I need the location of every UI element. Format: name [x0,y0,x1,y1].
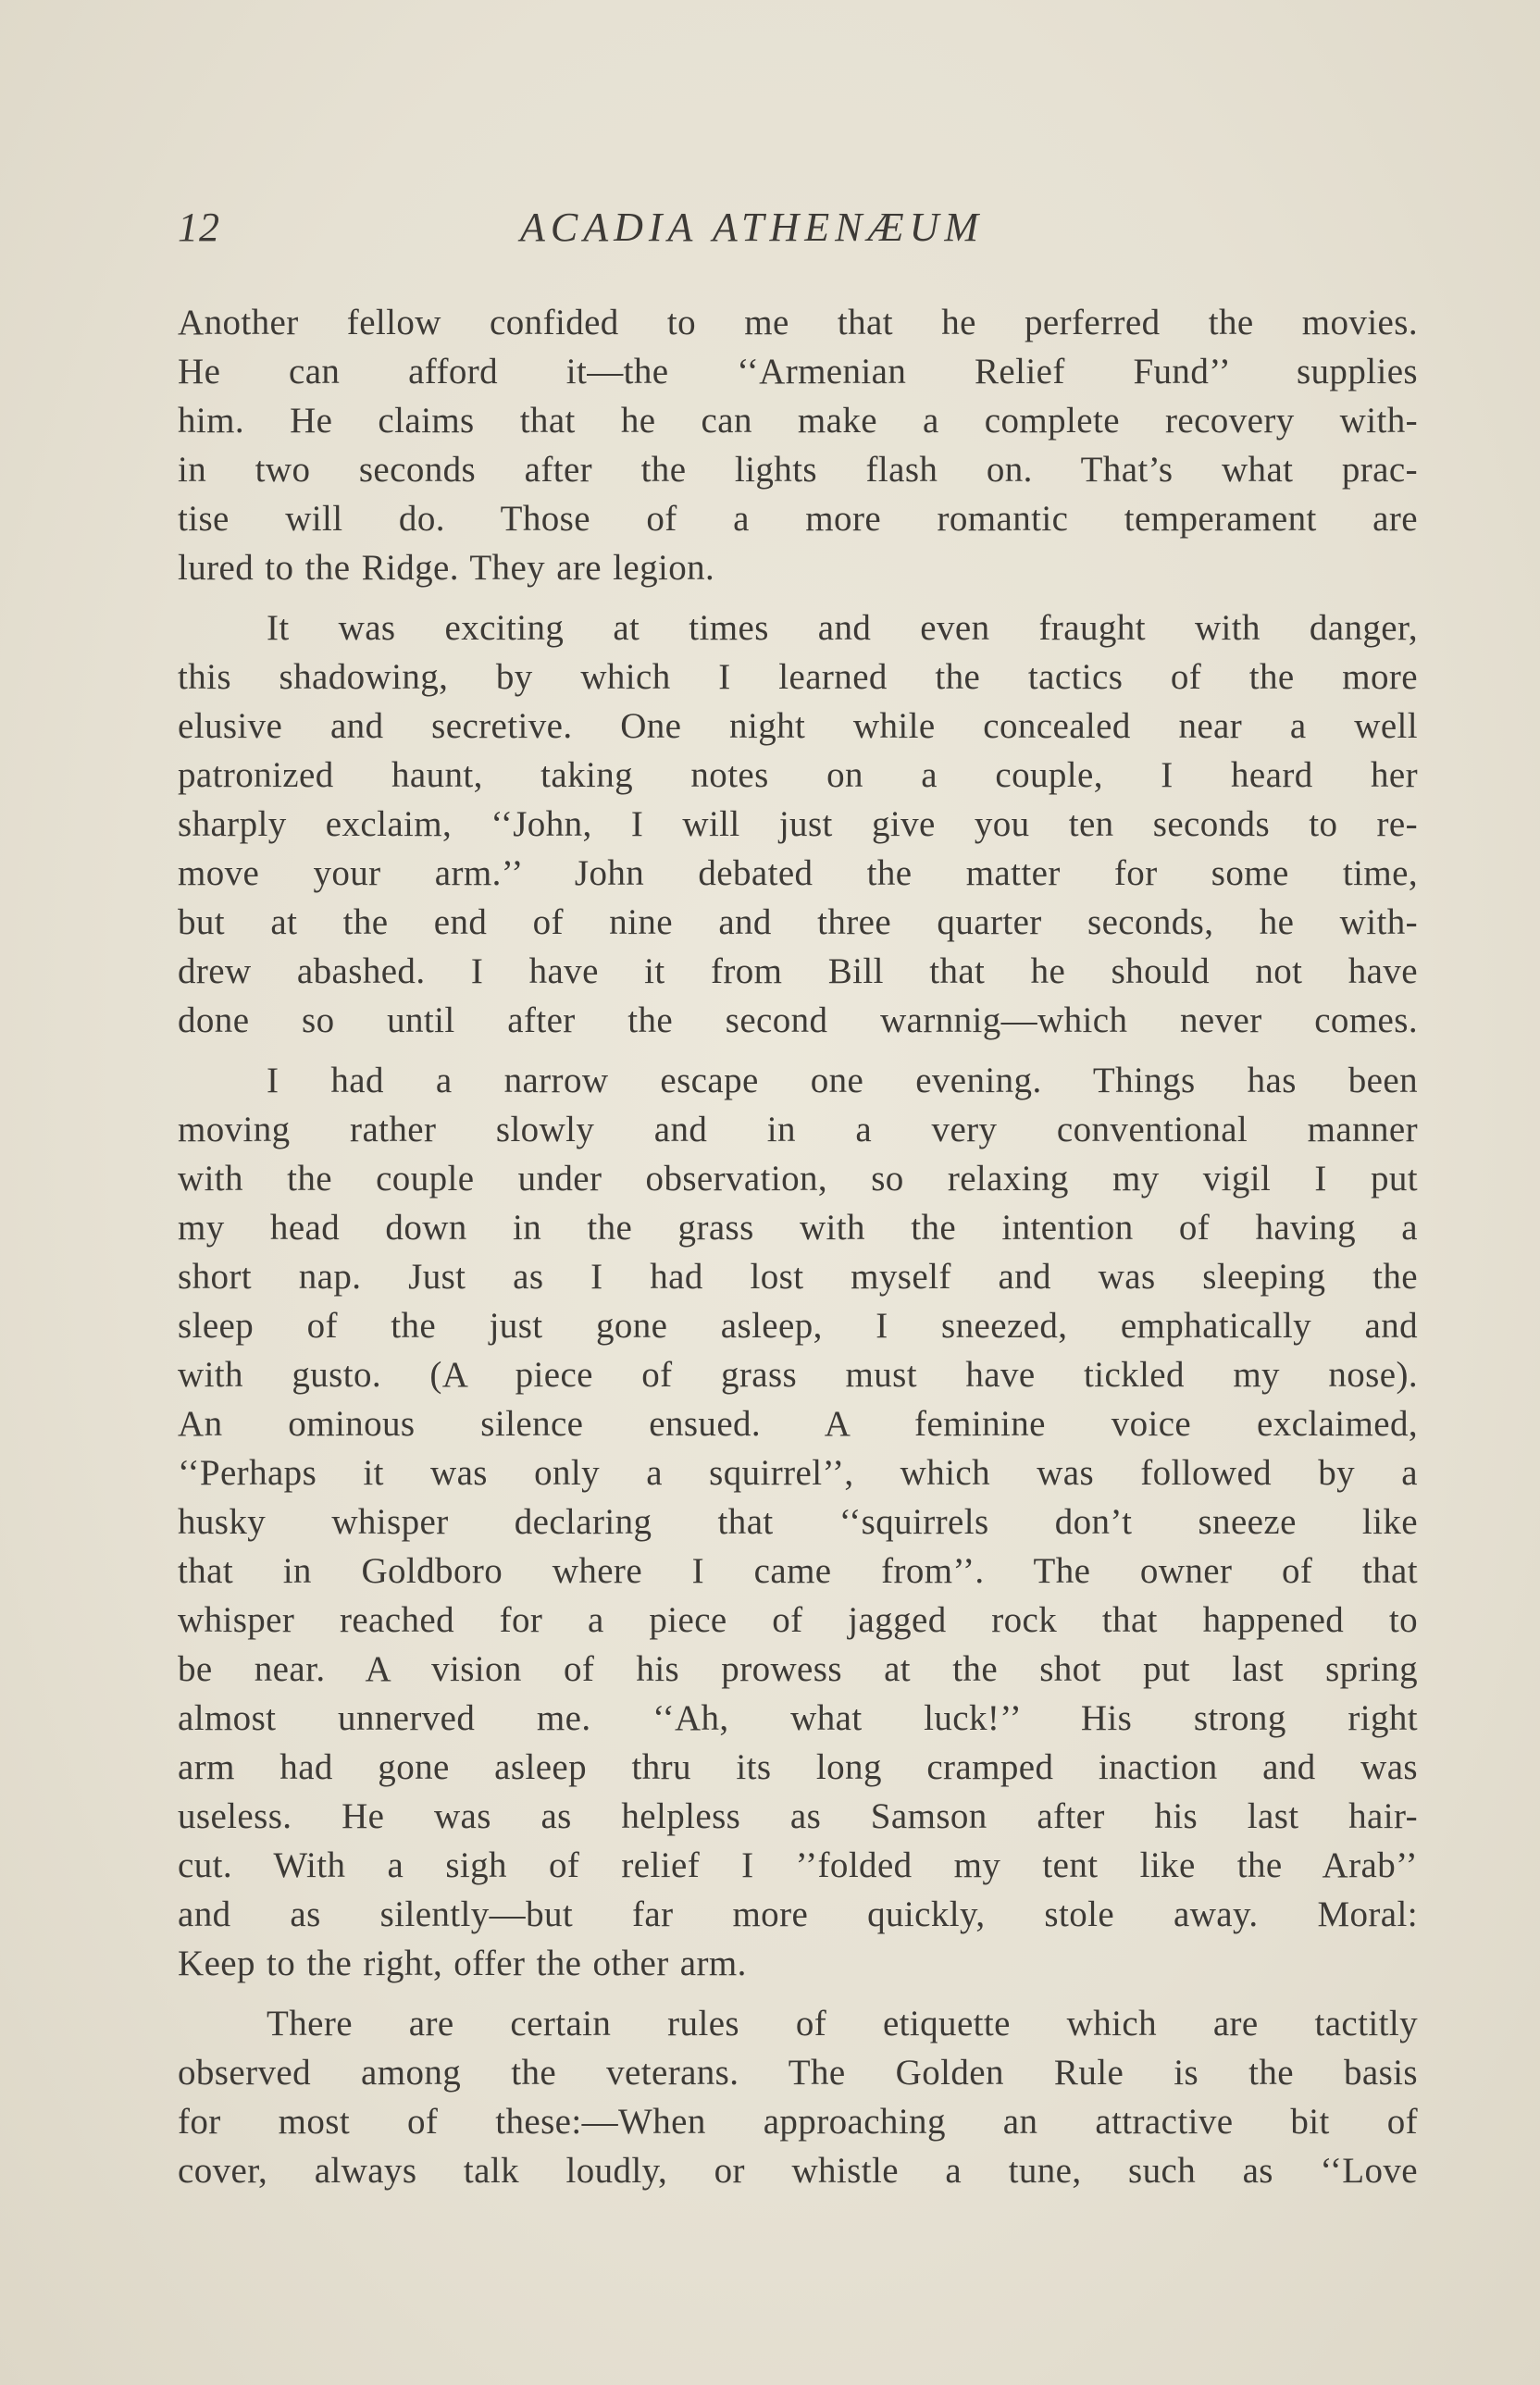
text-line: with gusto. (A piece of grass must have tickled my nose). [178,1355,1418,1395]
text-line: cover, always talk loudly, or whistle a tune, such as ‘‘Love [178,2151,1418,2191]
text-line: whisper reached for a piece of jagged rock that happened to [178,1600,1418,1640]
text-line: patronized haunt, taking notes on a couple, I heard her [178,755,1418,795]
text-line: moving rather slowly and in a very conventional manner [178,1110,1418,1149]
paragraph [178,1056,1418,1988]
text-line: in two seconds after the lights flash on. That’s what prac- [178,450,1418,490]
text-line: cut. With a sigh of relief I ’’folded my tent like the Arab’’ [178,1845,1418,1885]
text-line: There are certain rules of etiquette which are tactitly [267,2004,1418,2043]
page-header [178,204,1418,259]
paragraph [178,1999,1418,2195]
text-line: done so until after the second warnnig—which never comes. [178,1000,1418,1040]
text-line: almost unnerved me. ‘‘Ah, what luck!’’ His strong right [178,1698,1418,1738]
text-line: An ominous silence ensued. A feminine voice exclaimed, [178,1404,1418,1444]
text-line: him. He claims that he can make a complete recovery with- [178,401,1418,441]
text-line: husky whisper declaring that ‘‘squirrels don’t sneeze like [178,1502,1418,1542]
text-line: It was exciting at times and even fraught with danger, [267,608,1418,648]
text-line: this shadowing, by which I learned the tactics of the more [178,657,1418,697]
text-line: useless. He was as helpless as Samson after his last hair- [178,1796,1418,1836]
text-line: my head down in the grass with the intention of having a [178,1208,1418,1248]
text-line: sleep of the just gone asleep, I sneezed, emphatically and [178,1306,1418,1346]
text-line: move your arm.’’ John debated the matter for some time, [178,853,1418,893]
page-number: 12 [178,205,220,250]
paragraph [178,603,1418,1045]
text-line: drew abashed. I have it from Bill that he should not have [178,951,1418,991]
text-line: tise will do. Those of a more romantic temperament are [178,499,1418,539]
text-line: sharply exclaim, ‘‘John, I will just give you ten seconds to re- [178,804,1418,844]
text-line: ‘‘Perhaps it was only a squirrel’’, which was followed by a [178,1453,1418,1493]
text-line: observed among the veterans. The Golden Rule is the basis [178,2053,1418,2093]
text-line: Keep to the right, offer the other arm. [178,1944,747,1983]
text-line: for most of these:—When approaching an attractive bit of [178,2102,1418,2142]
text-line: but at the end of nine and three quarter seconds, he with- [178,902,1418,942]
running-head: ACADIA ATHENÆUM [520,205,985,250]
text-line: arm had gone asleep thru its long cramped inaction and was [178,1747,1418,1787]
text-line: lured to the Ridge. They are legion. [178,548,715,588]
article-body [178,298,1418,2206]
text-line: Another fellow confided to me that he perferred the movies. [178,303,1418,342]
text-line: be near. A vision of his prowess at the shot put last spring [178,1649,1418,1689]
paragraph [178,298,1418,592]
text-line: He can afford it—the ‘‘Armenian Relief Fund’’ supplies [178,352,1418,391]
text-line: short nap. Just as I had lost myself and was sleeping the [178,1257,1418,1297]
text-line: I had a narrow escape one evening. Things has been [267,1061,1418,1100]
text-line: and as silently—but far more quickly, stole away. Moral: [178,1894,1418,1934]
text-line: elusive and secretive. One night while concealed near a well [178,706,1418,746]
text-line: with the couple under observation, so relaxing my vigil I put [178,1159,1418,1199]
text-line: that in Goldboro where I came from’’. The owner of that [178,1551,1418,1591]
